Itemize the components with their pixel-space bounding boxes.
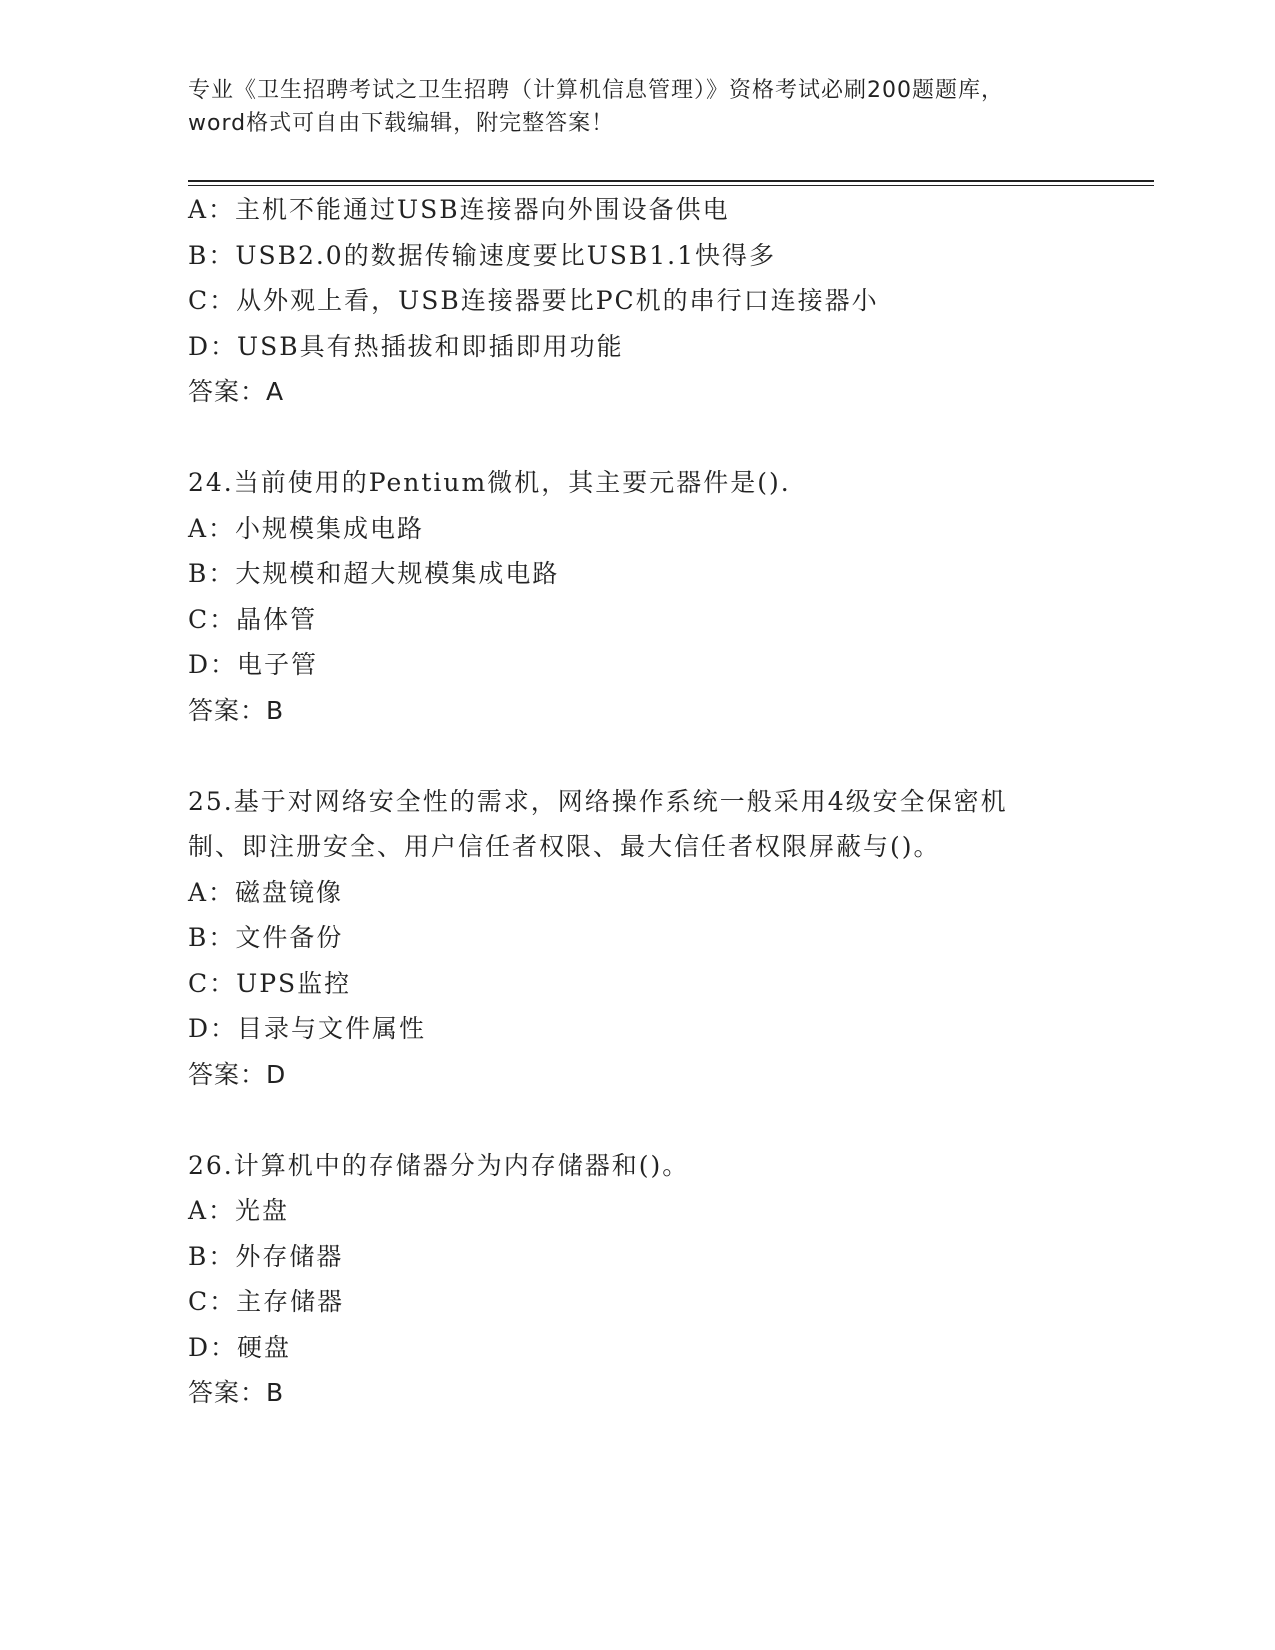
option-a: A：光盘 [188,1196,290,1225]
question-stem: 24.当前使用的Pentium微机，其主要元器件是(). [188,468,791,497]
answer-line: 答案：A [188,377,285,406]
option-d: D：电子管 [188,650,319,679]
option-b: B：USB2.0的数据传输速度要比USB1.1快得多 [188,240,777,270]
option-a: A：主机不能通过USB连接器向外围设备供电 [188,195,730,224]
answer-line: 答案：B [188,695,285,725]
spacer [188,415,1108,461]
question-24-block [188,460,1108,733]
question-26-block [188,1143,1108,1416]
answer-line: 答案：B [188,1378,285,1407]
question-25-block [188,779,1108,1098]
question-stem: 26.计算机中的存储器分为内存储器和()。 [188,1150,690,1180]
header-title-line-1: 专业《卫生招聘考试之卫生招聘（计算机信息管理）》资格考试必刷200题题库， [188,78,1004,103]
spacer [188,1097,1108,1143]
option-c: C：主存储器 [188,1287,345,1316]
option-b: B：文件备份 [188,923,344,952]
header-title-line-2: word格式可自由下载编辑，附完整答案！ [188,111,615,136]
question-23-block [188,187,1108,415]
question-stem-line-1: 25.基于对网络安全性的需求，网络操作系统一般采用4级安全保密机 [188,786,1008,816]
option-d: D：目录与文件属性 [188,1014,427,1043]
question-list [188,187,1108,1416]
option-b: B：大规模和超大规模集成电路 [188,559,560,588]
option-c: C：晶体管 [188,604,318,634]
spacer [188,733,1108,779]
question-stem-line-2: 制、即注册安全、用户信任者权限、最大信任者权限屏蔽与()。 [188,832,941,861]
option-a: A：磁盘镜像 [188,877,344,907]
document-header [188,74,1088,140]
option-b: B：外存储器 [188,1241,344,1271]
option-a: A：小规模集成电路 [188,513,425,543]
option-c: C：从外观上看，USB连接器要比PC机的串行口连接器小 [188,286,879,315]
option-d: D：USB具有热插拔和即插即用功能 [188,331,624,361]
answer-line: 答案：D [188,1059,287,1089]
option-c: C：UPS监控 [188,968,352,998]
header-divider-thin [188,185,1154,186]
header-divider-thick [188,180,1154,182]
option-d: D：硬盘 [188,1332,292,1362]
